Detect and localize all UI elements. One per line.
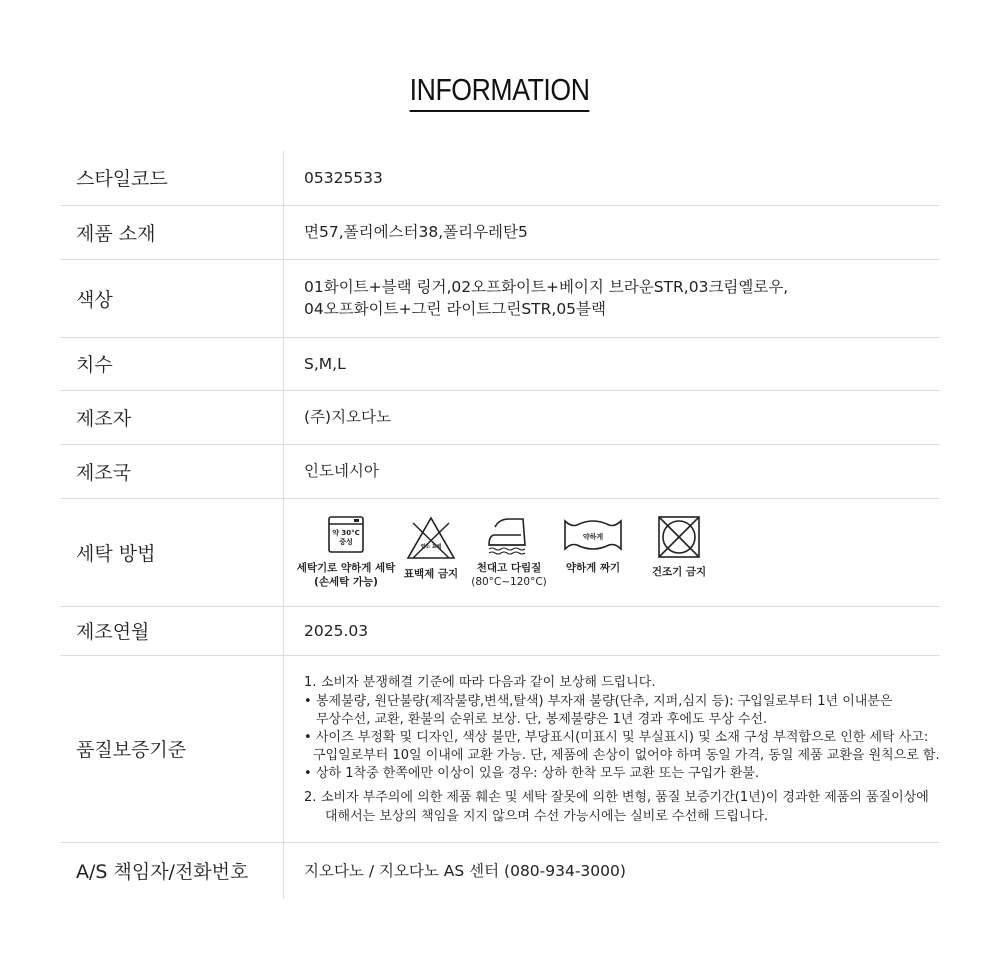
row-style-code — [60, 151, 940, 205]
row-as — [60, 842, 940, 899]
wash-caption-5: 건조기 금지 — [651, 566, 707, 578]
quality-bullet-2 — [304, 729, 940, 765]
wash-caption-1b: (손세탁 가능) — [314, 576, 378, 588]
wash-caption-2: 표백제 금지 — [403, 568, 459, 580]
color-label: 색상 — [60, 259, 284, 337]
quality-bullet-2-line-1: 사이즈 부정확 및 디자인, 색상 불만, 부당표시(미표시 및 부실표시) 및 소재 구성 부적합으로 인한 세탁 사고: — [316, 730, 929, 745]
quality-bullet-3-line-1: 상하 1착중 한쪽에만 이상이 있을 경우: 상하 한착 모두 교환 또는 구입가 환불. — [316, 766, 760, 781]
quality-bullet-1 — [304, 693, 940, 729]
bullet-dot: • — [304, 694, 312, 709]
as-value: 지오다노 / 지오다노 AS 센터 (080-934-3000) — [304, 861, 626, 880]
country-label: 제조국 — [60, 444, 284, 498]
country-value: 인도네시아 — [284, 444, 941, 498]
style-code-label: 스타일코드 — [60, 151, 284, 205]
bullet-dot: • — [304, 766, 312, 781]
manufacturer-label: 제조자 — [60, 390, 284, 444]
washing-icons — [298, 515, 940, 589]
no-bleach-icon — [405, 515, 457, 561]
manufacturer-value: (주)지오다노 — [284, 390, 941, 444]
wring-icon — [563, 515, 623, 555]
quality-bullet-2-line-2: 구입일로부터 10일 이내에 교환 가능. 단, 제품에 손상이 없어야 하며 동일 가격, 동일 제품 교환을 원칙으로 함. — [313, 748, 940, 763]
quality-bullet-1-line-2: 무상수선, 교환, 환불의 순위로 보상. 단, 봉제불량은 1년 경과 후에도 무상 수선. — [316, 712, 768, 727]
row-country — [60, 444, 940, 498]
wring-inner-text: 약하게 — [582, 533, 604, 541]
quality-label: 품질보증기준 — [60, 655, 284, 842]
quality-value — [284, 655, 941, 842]
size-label: 치수 — [60, 337, 284, 390]
quality-item-1-num: 1. — [304, 675, 317, 690]
iron-icon — [485, 515, 533, 555]
row-quality — [60, 655, 940, 842]
row-size — [60, 337, 940, 390]
wash-caption-3b: (80°C~120°C) — [471, 576, 547, 588]
wash-caption-1: 세탁기로 약하게 세탁 — [296, 562, 396, 574]
quality-bullet-1-line-1: 봉제불량, 원단불량(제작불량,변색,탈색) 부자재 불량(단추, 지퍼,심지 등): 구입일로부터 1년 이내분은 — [316, 694, 893, 709]
as-label: A/S 책임자/전화번호 — [60, 842, 284, 899]
date-label: 제조연월 — [60, 606, 284, 655]
date-value: 2025.03 — [284, 606, 941, 655]
bullet-dot: • — [304, 730, 312, 745]
color-value — [284, 259, 941, 337]
quality-bullets — [304, 693, 940, 783]
info-table — [60, 151, 940, 899]
no-tumble-dry-icon — [657, 515, 701, 559]
material-label: 제품 소재 — [60, 205, 284, 259]
wash-caption-4: 약하게 짜기 — [565, 562, 621, 574]
row-manufacturer — [60, 390, 940, 444]
row-date — [60, 606, 940, 655]
wash-caption-3: 천대고 다림질 — [476, 562, 542, 574]
quality-item-2-line-1: 소비자 부주의에 의한 제품 훼손 및 세탁 잘못에 의한 변형, 품질 보증기간(1년)이 경과한 제품의 품질이상에 — [321, 790, 929, 805]
wash-temp-text: 약 30°C — [332, 529, 360, 537]
color-line-2: 04오프화이트+그린 라이트그린STR,05블랙 — [304, 300, 606, 318]
washing-label: 세탁 방법 — [60, 498, 284, 606]
wash-item-bleach — [400, 515, 462, 581]
quality-item-1-text: 소비자 분쟁해결 기준에 따라 다음과 같이 보상해 드립니다. — [321, 675, 656, 690]
size-value: S,M,L — [284, 337, 941, 390]
wash-item-dryer — [640, 515, 718, 579]
quality-item-2-line-2: 대해서는 보상의 책임을 지지 않으며 수선 가능시에는 실비로 수선해 드립니다. — [325, 809, 769, 824]
page-title: INFORMATION — [410, 72, 590, 112]
quality-bullet-3 — [304, 765, 940, 783]
washing-value — [284, 498, 941, 606]
bleach-inner-text: 염소 표백 — [420, 544, 442, 550]
style-code-value: 05325533 — [284, 151, 941, 205]
wash-neutral-text: 중성 — [339, 538, 353, 546]
wash-item-machine — [292, 515, 400, 589]
row-washing — [60, 498, 940, 606]
quality-item-2-num: 2. — [304, 790, 317, 805]
quality-item-2 — [304, 788, 940, 826]
row-material — [60, 205, 940, 259]
wash-item-iron — [470, 515, 548, 589]
washing-machine-icon — [326, 515, 366, 555]
title-wrap — [0, 72, 1000, 112]
color-line-1: 01화이트+블랙 링거,02오프화이트+베이지 브라운STR,03크림옐로우, — [304, 278, 789, 296]
wash-item-wring — [554, 515, 632, 575]
material-value: 면57,폴리에스터38,폴리우레탄5 — [284, 205, 941, 259]
quality-item-1 — [304, 673, 940, 692]
row-color — [60, 259, 940, 337]
